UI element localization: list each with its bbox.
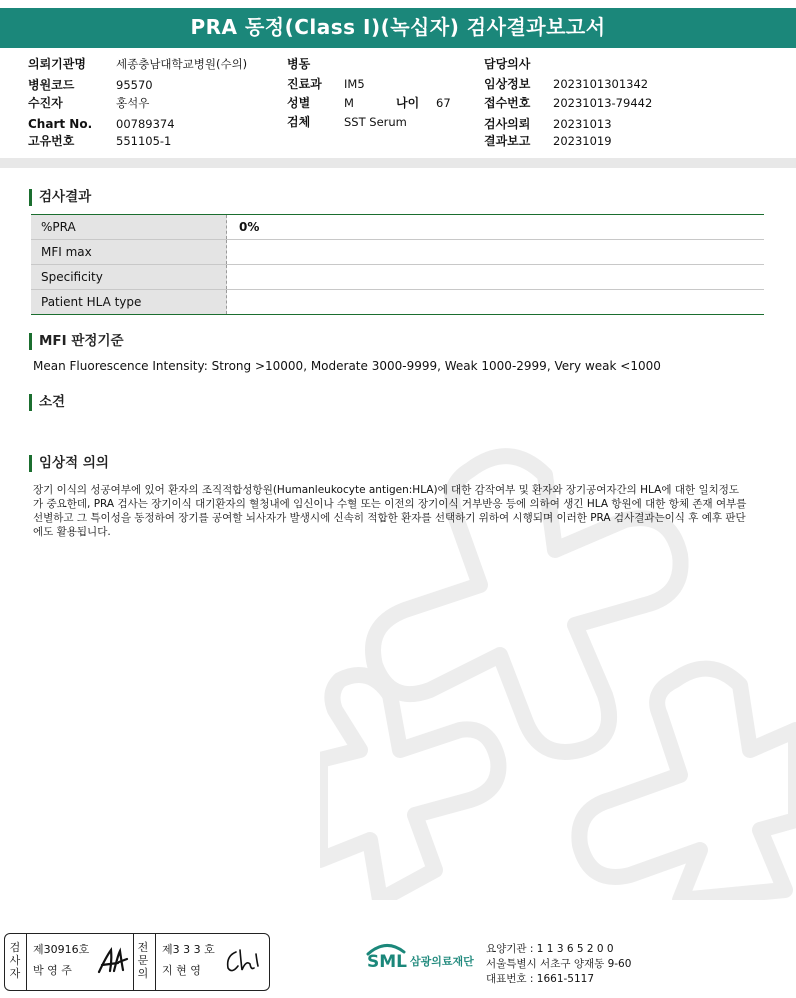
- table-row: [31, 215, 764, 240]
- section-title-mfi: MFI 판정기준: [29, 333, 124, 350]
- signature-divider: [155, 934, 156, 990]
- address: 서울특별시 서초구 양재동 9-60: [486, 958, 632, 970]
- examiner-signature-icon: [96, 945, 130, 977]
- signature-divider: [133, 934, 134, 990]
- examiner-label: 검 사 자: [9, 941, 21, 980]
- specialist-label: 전 문 의: [137, 941, 149, 980]
- label-patient-name: 수진자: [28, 96, 63, 110]
- table-row: [31, 240, 764, 265]
- section-title-opinion: 소견: [29, 394, 65, 411]
- header-divider: [0, 158, 796, 168]
- specialist-license-no: 제3 3 3 호: [162, 943, 215, 956]
- result-label-pra: %PRA: [31, 215, 227, 240]
- label-age: 나이: [396, 96, 420, 110]
- title-bar: [0, 8, 796, 46]
- result-value-specificity: [227, 265, 765, 290]
- label-result-report: 결과보고: [484, 134, 531, 148]
- label-hospital-code: 병원코드: [28, 78, 75, 92]
- specialist-name: 지 현 영: [162, 964, 201, 977]
- examiner-license-no: 제30916호: [33, 943, 90, 956]
- label-clinical-info: 임상정보: [484, 77, 531, 91]
- logo-sml-text: SML: [367, 952, 407, 972]
- result-value-pra: 0%: [227, 215, 765, 240]
- label-department: 진료과: [287, 77, 322, 91]
- value-receipt-no: 20231013-79442: [553, 96, 653, 110]
- label-ward: 병동: [287, 57, 311, 71]
- value-unique-id: 551105-1: [116, 134, 172, 148]
- value-department: IM5: [344, 77, 365, 91]
- value-result-report: 20231019: [553, 134, 612, 148]
- label-sex: 성별: [287, 96, 311, 110]
- result-label-mfi-max: MFI max: [31, 240, 227, 265]
- title-underline: [0, 46, 796, 48]
- logo-foundation-text: 삼광의료재단: [410, 955, 474, 968]
- result-value-mfi-max: [227, 240, 765, 265]
- clinical-significance-text: 장기 이식의 성공여부에 있어 환자의 조직적합성항원(Humanleukocyte antigen:HLA)에 대한 감작여부 및 환자와 장기공여자간의 HLA에 대한 일치정도가 중요한데, PRA 검사는 장기이식 대기환자의 혈청내에 임신이나 수혈 또는 이전의 장기이식 거부반응 등에 의하여 생긴 HLA 항원에 대한 항체 존재 여부를 선별하고 그 특이성을 동정하여 장기를 공여할 뇌사자가 발생시에 신속히 적합한 환자를 선택하기 위하여 시행되며 이러한 PRA 검사결과는이식 후 예후 판단에도 활용됩니다.: [33, 484, 747, 538]
- value-specimen: SST Serum: [344, 115, 407, 129]
- result-label-specificity: Specificity: [31, 265, 227, 290]
- signature-divider: [26, 934, 27, 990]
- label-physician: 담당의사: [484, 57, 531, 71]
- value-requesting-institution: 세종충남대학교병원(수의): [116, 57, 248, 71]
- result-label-hla-type: Patient HLA type: [31, 290, 227, 315]
- value-test-request: 20231013: [553, 117, 612, 131]
- label-chart-no: Chart No.: [28, 117, 93, 131]
- mfi-criteria-text: Mean Fluorescence Intensity: Strong >10000, Moderate 3000-9999, Weak 1000-2999, Very weak <1000: [33, 359, 661, 373]
- section-title-clinical: 임상적 의의: [29, 455, 109, 472]
- value-clinical-info: 2023101301342: [553, 77, 649, 91]
- section-title-result: 검사결과: [29, 189, 91, 206]
- report-title: PRA 동정(Class I)(녹십자) 검사결과보고서: [190, 15, 606, 39]
- value-hospital-code: 95570: [116, 78, 153, 92]
- label-unique-id: 고유번호: [28, 134, 75, 148]
- table-row: [31, 290, 764, 315]
- result-table: [31, 214, 764, 315]
- specialist-signature-icon: [224, 946, 260, 976]
- table-row: [31, 265, 764, 290]
- phone-number: 대표번호 : 1661-5117: [486, 973, 595, 985]
- label-receipt-no: 접수번호: [484, 96, 531, 110]
- label-specimen: 검체: [287, 115, 311, 129]
- result-value-hla-type: [227, 290, 765, 315]
- examiner-name: 박 영 주: [33, 964, 72, 977]
- value-patient-name: 홍석우: [116, 96, 150, 110]
- agency-number: 요양기관 : 1 1 3 6 5 2 0 0: [486, 943, 614, 955]
- value-chart-no: 00789374: [116, 117, 175, 131]
- label-requesting-institution: 의뢰기관명: [28, 57, 86, 71]
- value-age: 67: [436, 96, 451, 110]
- label-test-request: 검사의뢰: [484, 117, 531, 131]
- value-sex: M: [344, 96, 354, 110]
